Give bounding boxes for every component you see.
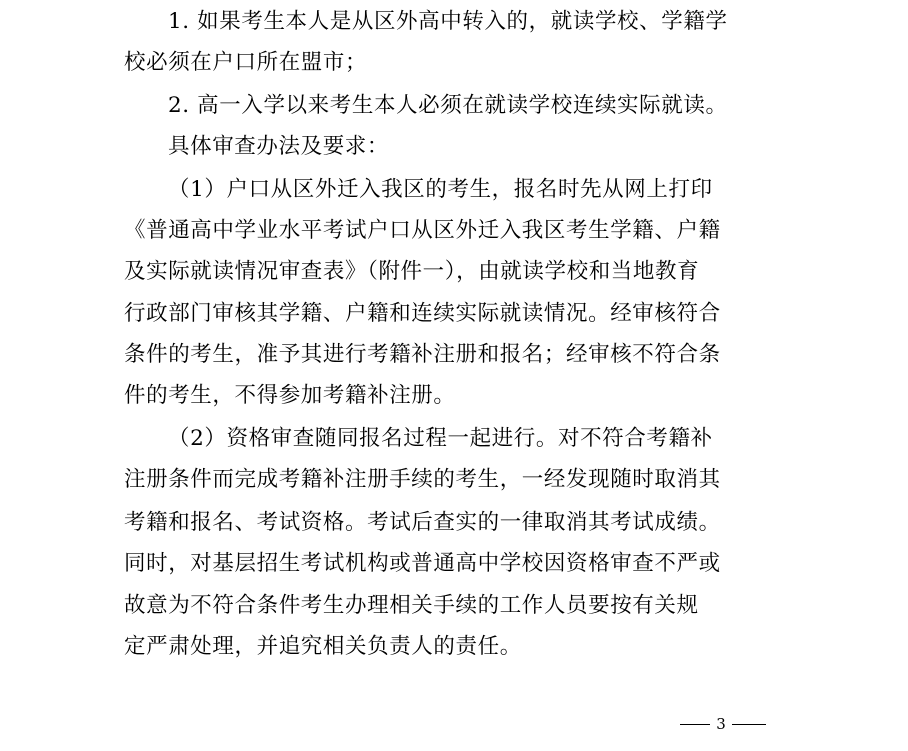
- text-line: 校必须在户口所在盟市；: [124, 50, 368, 75]
- text-line: 故意为不符合条件考生办理相关手续的工作人员要按有关规: [124, 593, 699, 618]
- text-line: 注册条件而完成考籍补注册手续的考生，一经发现随时取消其: [124, 467, 721, 492]
- footer-rule-left: [680, 724, 710, 725]
- footer-rule-right: [732, 724, 766, 725]
- text-line: 考籍和报名、考试资格。考试后查实的一律取消其考试成绩。: [124, 510, 721, 535]
- text-line: 行政部门审核其学籍、户籍和连续实际就读情况。经审核符合: [124, 301, 721, 326]
- page-number: 3: [716, 715, 726, 733]
- text-line: 件的考生，不得参加考籍补注册。: [124, 383, 456, 408]
- text-line: 《普通高中学业水平考试户口从区外迁入我区考生学籍、户籍: [124, 218, 721, 243]
- text-line: 及实际就读情况审查表》（附件一），由就读学校和当地教育: [124, 259, 700, 284]
- text-line: 具体审查办法及要求：: [168, 134, 390, 159]
- page-footer: [0, 712, 908, 736]
- text-line: 定严肃处理，并追究相关负责人的责任。: [124, 634, 522, 659]
- text-line: 同时，对基层招生考试机构或普通高中学校因资格审查不严或: [124, 551, 721, 576]
- text-line: （1）户口从区外迁入我区的考生，报名时先从网上打印: [168, 177, 713, 202]
- text-line: （2）资格审查随同报名过程一起进行。对不符合考籍补: [168, 426, 713, 451]
- text-line: 条件的考生，准予其进行考籍补注册和报名；经审核不符合条: [124, 342, 721, 367]
- text-line: 2. 高一入学以来考生本人必须在就读学校连续实际就读。: [168, 93, 728, 118]
- text-line: 1. 如果考生本人是从区外高中转入的，就读学校、学籍学: [168, 9, 728, 34]
